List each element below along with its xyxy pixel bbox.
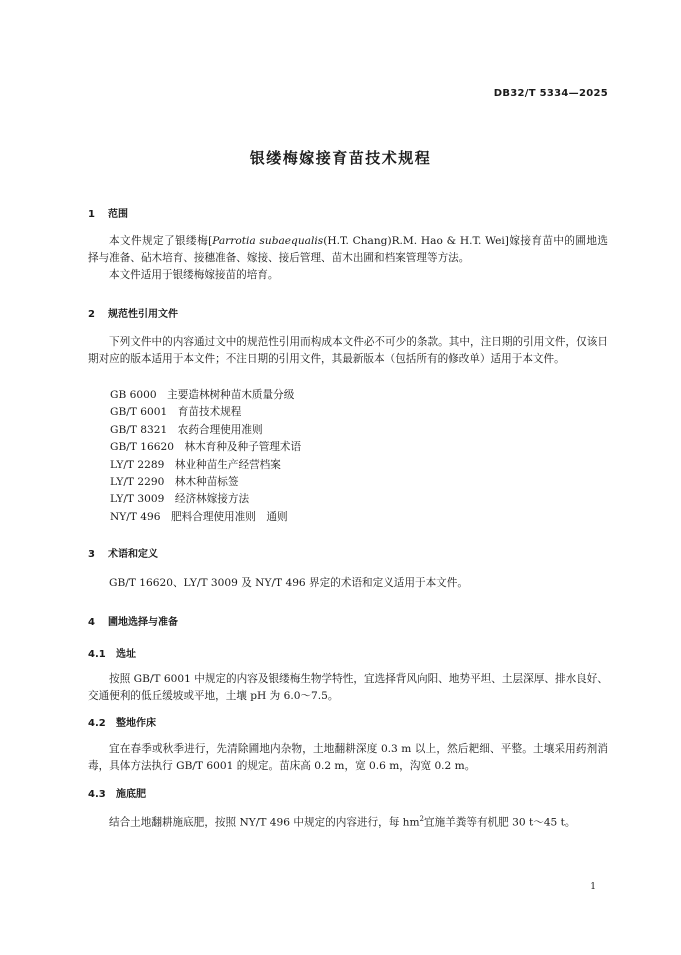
- section-4-1-paragraph-1: 按照 GB/T 6001 中规定的内容及银缕梅生物学特性，宜选择背风向阳、地势平坦、土层深厚、排水良好、交通便利的低丘缓坡或平地，土壤 pH 为 6.0～7.5。: [88, 673, 608, 702]
- section-number: 1: [88, 209, 95, 220]
- section-4-2-heading: [88, 714, 156, 729]
- text-run: 结合土地翻耕施底肥，按照 NY/T 496 中规定的内容进行，每 hm: [109, 816, 420, 829]
- section-number: 4.3: [88, 789, 106, 800]
- section-number: 4: [88, 617, 95, 628]
- text-run: (H.T. Chang)R.M. Hao & H.T. Wei]嫁接育苗中的圃地选择与准备、砧木培育、接穗准备、嫁接、接后管理、苗木出圃和档案管理等方法。: [88, 235, 609, 264]
- reference-item: GB/T 16620 林木育种及种子管理术语: [110, 441, 302, 454]
- species-name: Parrotia subaequalis: [212, 235, 324, 247]
- text-run: 宜施羊粪等有机肥 30 t～45 t。: [424, 816, 576, 829]
- section-3-heading: [88, 545, 158, 560]
- superscript: 2: [419, 815, 424, 823]
- section-1-paragraph-2: 本文件适用于银缕梅嫁接苗的培育。: [109, 269, 279, 281]
- text-run: 本文件规定了银缕梅[: [109, 235, 213, 247]
- section-4-1-heading: [88, 645, 136, 660]
- section-number: 2: [88, 309, 95, 320]
- normative-reference-list: [110, 387, 301, 526]
- section-title: 规范性引用文件: [108, 309, 178, 320]
- section-title: 术语和定义: [108, 549, 158, 560]
- section-4-2-paragraph-1: 宜在春季或秋季进行，先清除圃地内杂物，土地翻耕深度 0.3 m 以上，然后耙细、平整。土壤采用药剂消毒，具体方法执行 GB/T 6001 的规定。苗床高 0.2 m，宽 0.6 m，沟宽 0.2 m。: [88, 743, 608, 772]
- reference-item: GB/T 8321 农药合理使用准则: [110, 423, 263, 436]
- reference-item: LY/T 2290 林木种苗标签: [110, 476, 239, 489]
- section-title: 整地作床: [116, 718, 156, 729]
- reference-item: NY/T 496 肥料合理使用准则 通则: [110, 510, 288, 523]
- section-number: 4.1: [88, 649, 106, 660]
- section-1-paragraph-1: [88, 233, 608, 267]
- reference-item: LY/T 2289 林业种苗生产经营档案: [110, 458, 281, 471]
- section-title: 圃地选择与准备: [108, 617, 178, 628]
- section-3-paragraph-1: GB/T 16620、LY/T 3009 及 NY/T 496 界定的术语和定义适用于本文件。: [109, 577, 468, 589]
- section-4-heading: [88, 613, 178, 628]
- reference-item: GB/T 6001 育苗技术规程: [110, 406, 242, 419]
- page-number: 1: [590, 882, 596, 892]
- section-4-3-heading: [88, 785, 146, 800]
- section-4-3-paragraph-1: [88, 811, 608, 832]
- document-code: DB32/T 5334—2025: [493, 88, 608, 99]
- section-number: 4.2: [88, 718, 106, 729]
- section-1-heading: [88, 205, 128, 220]
- document-title: 银缕梅嫁接育苗技术规程: [249, 149, 432, 167]
- section-2-heading: [88, 305, 178, 320]
- section-title: 施底肥: [116, 789, 146, 800]
- section-2-paragraph-1: 下列文件中的内容通过文中的规范性引用而构成本文件必不可少的条款。其中，注日期的引用文件，仅该日期对应的版本适用于本文件；不注日期的引用文件，其最新版本（包括所有的修改单）适用于本文件。: [88, 336, 608, 365]
- section-title: 选址: [116, 649, 136, 660]
- section-title: 范围: [108, 209, 128, 220]
- reference-item: GB 6000 主要造林树种苗木质量分级: [110, 389, 295, 401]
- section-number: 3: [88, 549, 95, 560]
- reference-item: LY/T 3009 经济林嫁接方法: [110, 493, 250, 506]
